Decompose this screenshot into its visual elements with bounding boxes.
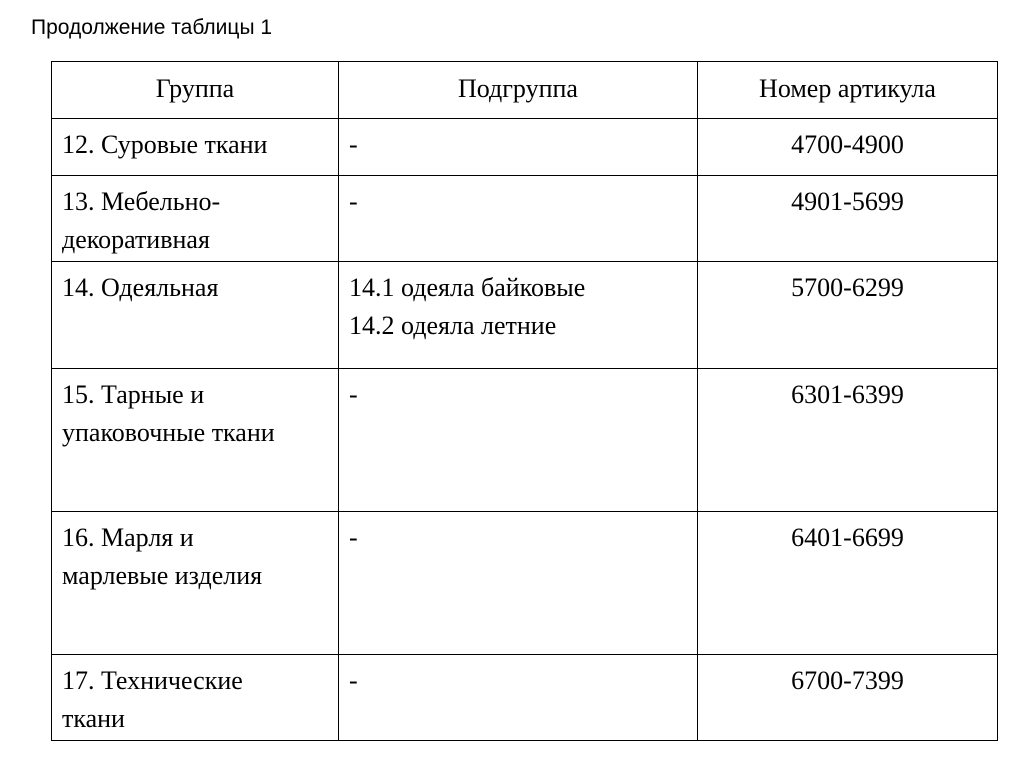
articles-table [51, 61, 998, 741]
subgroup-cell [339, 369, 698, 512]
group-line: 15. Тарные и [62, 380, 205, 409]
table-row [52, 369, 998, 512]
article-number-cell: 4901-5699 [698, 176, 998, 262]
subgroup-line: - [349, 130, 358, 159]
group-line: 14. Одеяльная [62, 273, 219, 302]
group-cell [52, 369, 339, 512]
table-row [52, 176, 998, 262]
group-cell [52, 262, 339, 369]
table-row [52, 512, 998, 655]
subgroup-cell [339, 176, 698, 262]
header-article-number: Номер артикула [698, 62, 998, 119]
article-number-cell: 4700-4900 [698, 119, 998, 176]
group-line: 13. Мебельно- [62, 187, 221, 216]
subgroup-cell [339, 119, 698, 176]
subgroup-line: 14.1 одеяла байковые [349, 273, 586, 302]
table-row [52, 262, 998, 369]
article-number-cell: 6301-6399 [698, 369, 998, 512]
table-row [52, 119, 998, 176]
table-header-row [52, 62, 998, 119]
article-number-cell: 6700-7399 [698, 655, 998, 741]
group-line: 17. Технические [62, 666, 243, 695]
group-line: 16. Марля и [62, 523, 194, 552]
subgroup-cell [339, 655, 698, 741]
header-subgroup: Подгруппа [339, 62, 698, 119]
subgroup-line: - [349, 380, 358, 409]
subgroup-line: - [349, 666, 358, 695]
article-number-cell: 5700-6299 [698, 262, 998, 369]
group-cell [52, 176, 339, 262]
subgroup-line: 14.2 одеяла летние [349, 311, 557, 340]
group-line: марлевые изделия [62, 561, 263, 590]
group-cell [52, 119, 339, 176]
subgroup-cell [339, 262, 698, 369]
group-line: ткани [62, 704, 125, 733]
article-number-cell: 6401-6699 [698, 512, 998, 655]
subgroup-line: - [349, 523, 358, 552]
group-line: упаковочные ткани [62, 418, 275, 447]
table-caption: Продолжение таблицы 1 [31, 16, 273, 39]
group-cell [52, 512, 339, 655]
table-row [52, 655, 998, 741]
header-group: Группа [52, 62, 339, 119]
group-line: декоративная [62, 225, 210, 254]
group-line: 12. Суровые ткани [62, 130, 268, 159]
subgroup-line: - [349, 187, 358, 216]
group-cell [52, 655, 339, 741]
subgroup-cell [339, 512, 698, 655]
